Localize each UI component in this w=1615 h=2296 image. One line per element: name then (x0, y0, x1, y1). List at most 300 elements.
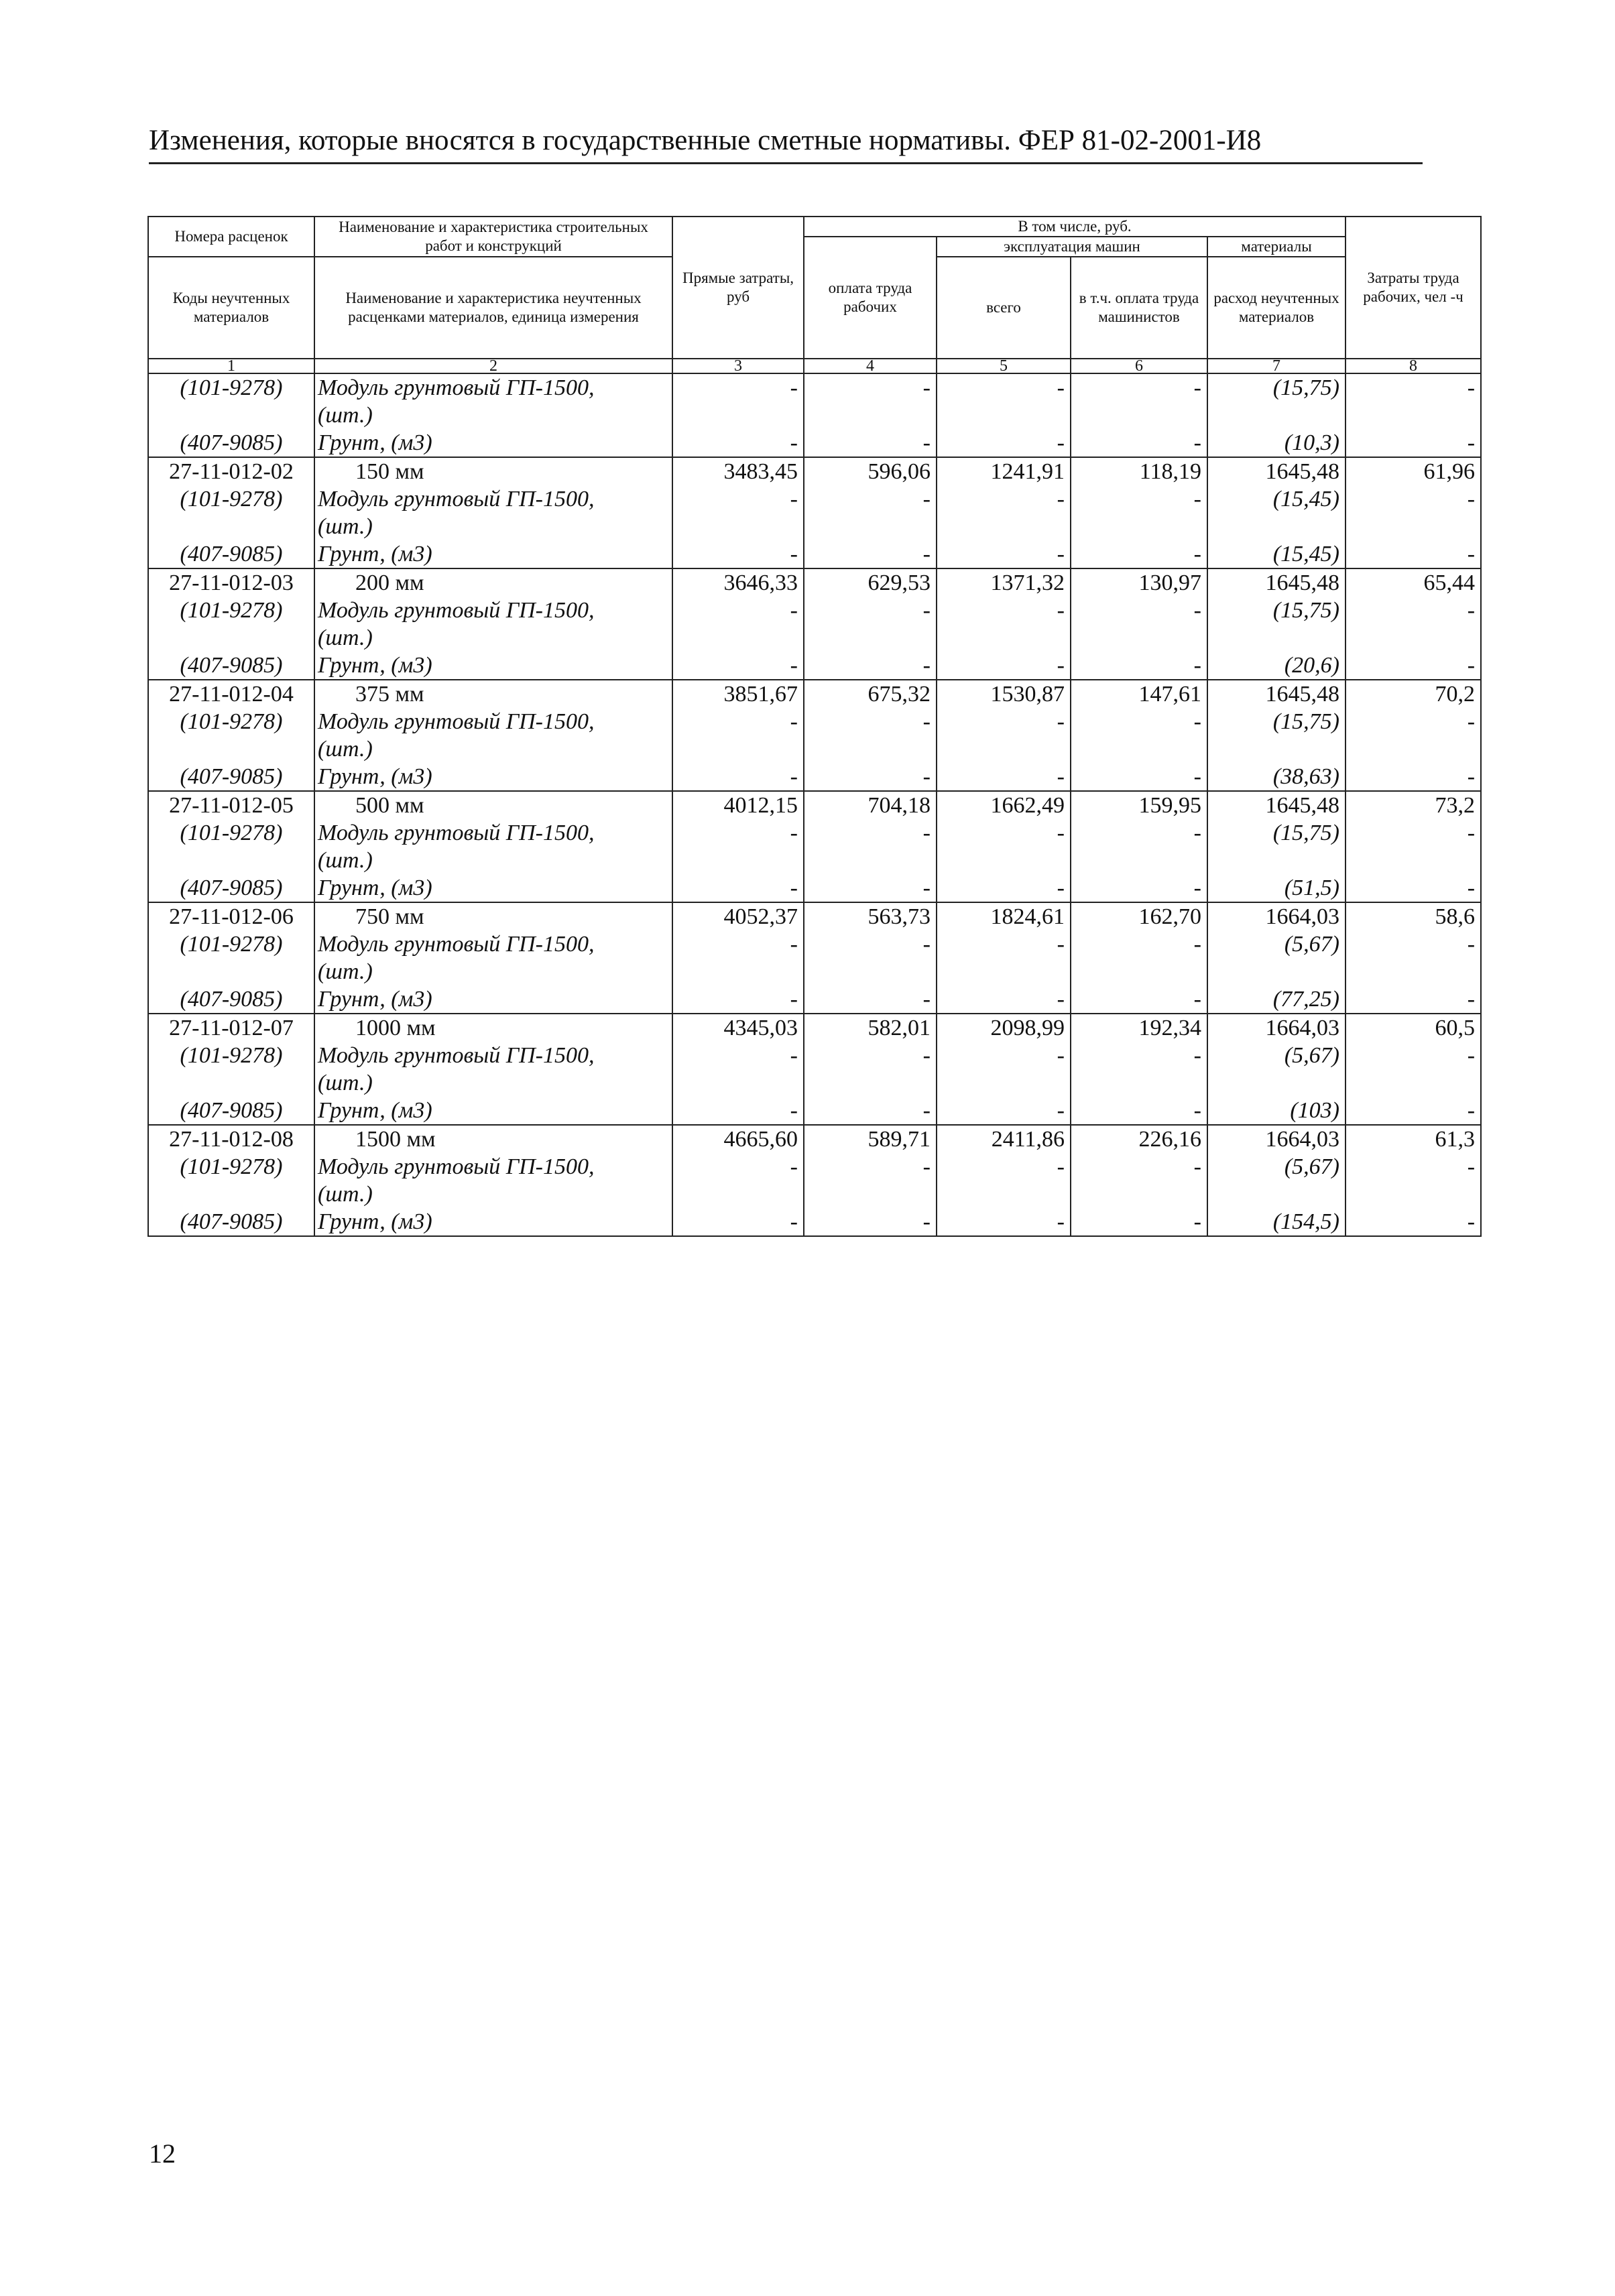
header-rate-numbers: Номера расценок (148, 217, 314, 257)
operator-wages-cell: - (1071, 874, 1207, 902)
direct-costs-cell (672, 402, 804, 429)
material-consumption-cell: 1664,03 (1207, 1125, 1345, 1153)
name-cell: Грунт, (м3) (314, 652, 672, 680)
operator-wages-cell: 130,97 (1071, 568, 1207, 597)
operator-wages-cell (1071, 624, 1207, 652)
continuation-row (148, 735, 1481, 763)
labor-costs-cell: - (1345, 1208, 1481, 1236)
rate-code-cell: (407-9085) (148, 429, 314, 457)
wages-cell: - (804, 597, 937, 624)
direct-costs-cell (672, 735, 804, 763)
name-cell: Грунт, (м3) (314, 1208, 672, 1236)
rate-code-cell: (407-9085) (148, 874, 314, 902)
wages-cell: - (804, 819, 937, 847)
material-consumption-cell: 1664,03 (1207, 1014, 1345, 1042)
rates-table (147, 216, 1482, 1237)
rate-code-cell: 27-11-012-04 (148, 680, 314, 708)
wages-cell: - (804, 985, 937, 1014)
rate-code-cell: (101-9278) (148, 1042, 314, 1069)
material-consumption-cell: (15,75) (1207, 597, 1345, 624)
wages-cell: - (804, 485, 937, 513)
operator-wages-cell: - (1071, 485, 1207, 513)
column-number: 1 (148, 359, 314, 373)
rate-code-cell: (101-9278) (148, 597, 314, 624)
direct-costs-cell: 3851,67 (672, 680, 804, 708)
header-direct-costs: Прямые затраты, руб (672, 217, 804, 359)
material-row (148, 373, 1481, 402)
labor-costs-cell (1345, 1069, 1481, 1097)
machine-total-cell: - (937, 373, 1071, 402)
operator-wages-cell: - (1071, 930, 1207, 958)
rate-code-cell: (407-9085) (148, 1208, 314, 1236)
header-materials: материалы (1207, 237, 1345, 257)
direct-costs-cell (672, 624, 804, 652)
wages-cell: - (804, 1097, 937, 1125)
name-cell: 500 мм (314, 791, 672, 819)
material-consumption-cell: (51,5) (1207, 874, 1345, 902)
operator-wages-cell: - (1071, 1097, 1207, 1125)
operator-wages-cell: - (1071, 429, 1207, 457)
material-consumption-cell: 1664,03 (1207, 902, 1345, 930)
material-consumption-cell (1207, 402, 1345, 429)
rate-code-cell (148, 1069, 314, 1097)
name-cell: Модуль грунтовый ГП-1500, (314, 819, 672, 847)
direct-costs-cell (672, 958, 804, 985)
name-cell: (шт.) (314, 847, 672, 874)
machine-total-cell: - (937, 540, 1071, 568)
name-cell: 750 мм (314, 902, 672, 930)
material-row (148, 819, 1481, 847)
wages-cell (804, 1181, 937, 1208)
wages-cell: - (804, 1208, 937, 1236)
header-machine-total: всего (937, 257, 1071, 359)
operator-wages-cell: 162,70 (1071, 902, 1207, 930)
operator-wages-cell (1071, 847, 1207, 874)
continuation-row (148, 958, 1481, 985)
labor-costs-cell: - (1345, 708, 1481, 735)
rate-code-cell: 27-11-012-07 (148, 1014, 314, 1042)
operator-wages-cell (1071, 958, 1207, 985)
page-number: 12 (149, 2138, 176, 2169)
direct-costs-cell: - (672, 597, 804, 624)
wages-cell (804, 847, 937, 874)
rate-code-cell: 27-11-012-05 (148, 791, 314, 819)
labor-costs-cell: - (1345, 485, 1481, 513)
wages-cell: 629,53 (804, 568, 937, 597)
direct-costs-cell: 4012,15 (672, 791, 804, 819)
machine-total-cell: 1824,61 (937, 902, 1071, 930)
machine-total-cell (937, 1069, 1071, 1097)
column-number: 5 (937, 359, 1071, 373)
wages-cell: - (804, 373, 937, 402)
name-cell: (шт.) (314, 624, 672, 652)
material-consumption-cell: (5,67) (1207, 930, 1345, 958)
labor-costs-cell: 61,3 (1345, 1125, 1481, 1153)
machine-total-cell: - (937, 819, 1071, 847)
labor-costs-cell (1345, 1181, 1481, 1208)
machine-total-cell: 1530,87 (937, 680, 1071, 708)
wages-cell: - (804, 763, 937, 791)
name-cell: 1000 мм (314, 1014, 672, 1042)
wages-cell: - (804, 1153, 937, 1181)
name-cell: 1500 мм (314, 1125, 672, 1153)
material-row (148, 1097, 1481, 1125)
machine-total-cell: - (937, 485, 1071, 513)
operator-wages-cell (1071, 1069, 1207, 1097)
direct-costs-cell: 4665,60 (672, 1125, 804, 1153)
operator-wages-cell: - (1071, 1208, 1207, 1236)
name-cell: (шт.) (314, 958, 672, 985)
direct-costs-cell: 4052,37 (672, 902, 804, 930)
material-consumption-cell: (15,75) (1207, 373, 1345, 402)
wages-cell: 582,01 (804, 1014, 937, 1042)
rate-code-cell: 27-11-012-06 (148, 902, 314, 930)
wages-cell: - (804, 652, 937, 680)
labor-costs-cell: - (1345, 652, 1481, 680)
material-consumption-cell: (77,25) (1207, 985, 1345, 1014)
machine-total-cell (937, 402, 1071, 429)
direct-costs-cell: - (672, 819, 804, 847)
name-cell: Модуль грунтовый ГП-1500, (314, 485, 672, 513)
material-consumption-cell: 1645,48 (1207, 457, 1345, 485)
machine-total-cell (937, 1181, 1071, 1208)
direct-costs-cell: 3646,33 (672, 568, 804, 597)
direct-costs-cell: - (672, 373, 804, 402)
material-consumption-cell: 1645,48 (1207, 568, 1345, 597)
labor-costs-cell: - (1345, 819, 1481, 847)
direct-costs-cell: - (672, 652, 804, 680)
machine-total-cell: - (937, 930, 1071, 958)
direct-costs-cell: - (672, 930, 804, 958)
direct-costs-cell: 3483,45 (672, 457, 804, 485)
rate-code-cell: (407-9085) (148, 985, 314, 1014)
operator-wages-cell: 192,34 (1071, 1014, 1207, 1042)
rate-row (148, 1125, 1481, 1153)
operator-wages-cell: - (1071, 373, 1207, 402)
machine-total-cell: - (937, 1208, 1071, 1236)
name-cell: Модуль грунтовый ГП-1500, (314, 373, 672, 402)
rate-row (148, 791, 1481, 819)
rate-code-cell (148, 1181, 314, 1208)
material-consumption-cell (1207, 1181, 1345, 1208)
machine-total-cell: - (937, 985, 1071, 1014)
direct-costs-cell: - (672, 1042, 804, 1069)
labor-costs-cell: 58,6 (1345, 902, 1481, 930)
material-consumption-cell (1207, 624, 1345, 652)
rate-code-cell: (407-9085) (148, 540, 314, 568)
continuation-row (148, 513, 1481, 540)
operator-wages-cell: - (1071, 763, 1207, 791)
material-row (148, 930, 1481, 958)
name-cell: 150 мм (314, 457, 672, 485)
machine-total-cell: - (937, 1153, 1071, 1181)
header-material-name: Наименование и характеристика неучтенных расценками материалов, единица измерения (314, 257, 672, 359)
machine-total-cell (937, 847, 1071, 874)
material-row (148, 1042, 1481, 1069)
labor-costs-cell: - (1345, 763, 1481, 791)
column-number: 7 (1207, 359, 1345, 373)
labor-costs-cell (1345, 402, 1481, 429)
labor-costs-cell (1345, 513, 1481, 540)
rate-code-cell (148, 847, 314, 874)
direct-costs-cell: - (672, 1153, 804, 1181)
rate-code-cell (148, 402, 314, 429)
operator-wages-cell (1071, 1181, 1207, 1208)
machine-total-cell: - (937, 708, 1071, 735)
wages-cell (804, 1069, 937, 1097)
operator-wages-cell: 147,61 (1071, 680, 1207, 708)
name-cell: Модуль грунтовый ГП-1500, (314, 597, 672, 624)
machine-total-cell: 1662,49 (937, 791, 1071, 819)
machine-total-cell: - (937, 763, 1071, 791)
name-cell: Грунт, (м3) (314, 874, 672, 902)
machine-total-cell: - (937, 429, 1071, 457)
labor-costs-cell (1345, 624, 1481, 652)
wages-cell: - (804, 708, 937, 735)
header-operator-wages: в т.ч. оплата труда машинистов (1071, 257, 1207, 359)
material-consumption-cell (1207, 735, 1345, 763)
material-consumption-cell: (5,67) (1207, 1153, 1345, 1181)
rate-code-cell: (407-9085) (148, 652, 314, 680)
column-number: 4 (804, 359, 937, 373)
material-consumption-cell: (20,6) (1207, 652, 1345, 680)
wages-cell: - (804, 930, 937, 958)
machine-total-cell: - (937, 1097, 1071, 1125)
direct-costs-cell: - (672, 708, 804, 735)
rate-code-cell: 27-11-012-08 (148, 1125, 314, 1153)
table-body (148, 373, 1481, 1236)
material-row (148, 1153, 1481, 1181)
direct-costs-cell: - (672, 429, 804, 457)
operator-wages-cell: - (1071, 540, 1207, 568)
name-cell: (шт.) (314, 402, 672, 429)
operator-wages-cell (1071, 513, 1207, 540)
machine-total-cell (937, 735, 1071, 763)
direct-costs-cell: - (672, 540, 804, 568)
material-consumption-cell: (10,3) (1207, 429, 1345, 457)
material-row (148, 874, 1481, 902)
labor-costs-cell: - (1345, 1097, 1481, 1125)
wages-cell: - (804, 1042, 937, 1069)
name-cell: (шт.) (314, 735, 672, 763)
rate-code-cell: (101-9278) (148, 485, 314, 513)
operator-wages-cell: 118,19 (1071, 457, 1207, 485)
direct-costs-cell: - (672, 1208, 804, 1236)
name-cell: Модуль грунтовый ГП-1500, (314, 1042, 672, 1069)
name-cell: Модуль грунтовый ГП-1500, (314, 1153, 672, 1181)
labor-costs-cell: 70,2 (1345, 680, 1481, 708)
operator-wages-cell: - (1071, 708, 1207, 735)
column-number: 8 (1345, 359, 1481, 373)
name-cell: Грунт, (м3) (314, 763, 672, 791)
labor-costs-cell: - (1345, 429, 1481, 457)
continuation-row (148, 624, 1481, 652)
labor-costs-cell: - (1345, 930, 1481, 958)
material-consumption-cell: (103) (1207, 1097, 1345, 1125)
machine-total-cell: 1371,32 (937, 568, 1071, 597)
labor-costs-cell: - (1345, 874, 1481, 902)
material-consumption-cell (1207, 513, 1345, 540)
rate-row (148, 1014, 1481, 1042)
name-cell: Грунт, (м3) (314, 985, 672, 1014)
rate-code-cell: (101-9278) (148, 819, 314, 847)
material-row (148, 429, 1481, 457)
column-number: 3 (672, 359, 804, 373)
labor-costs-cell: 61,96 (1345, 457, 1481, 485)
direct-costs-cell: 4345,03 (672, 1014, 804, 1042)
material-consumption-cell: 1645,48 (1207, 791, 1345, 819)
column-number: 6 (1071, 359, 1207, 373)
labor-costs-cell: - (1345, 540, 1481, 568)
name-cell: 375 мм (314, 680, 672, 708)
machine-total-cell: 1241,91 (937, 457, 1071, 485)
name-cell: Грунт, (м3) (314, 540, 672, 568)
name-cell: Модуль грунтовый ГП-1500, (314, 930, 672, 958)
name-cell: (шт.) (314, 1181, 672, 1208)
labor-costs-cell: 65,44 (1345, 568, 1481, 597)
direct-costs-cell: - (672, 1097, 804, 1125)
name-cell: 200 мм (314, 568, 672, 597)
wages-cell: 675,32 (804, 680, 937, 708)
labor-costs-cell (1345, 847, 1481, 874)
material-consumption-cell: (15,75) (1207, 819, 1345, 847)
direct-costs-cell: - (672, 763, 804, 791)
continuation-row (148, 1069, 1481, 1097)
machine-total-cell: 2411,86 (937, 1125, 1071, 1153)
material-consumption-cell (1207, 958, 1345, 985)
rate-code-cell: (407-9085) (148, 763, 314, 791)
rate-row (148, 568, 1481, 597)
rate-code-cell (148, 958, 314, 985)
wages-cell: 589,71 (804, 1125, 937, 1153)
labor-costs-cell (1345, 735, 1481, 763)
header-material-codes: Коды неучтенных материалов (148, 257, 314, 359)
wages-cell: - (804, 874, 937, 902)
labor-costs-cell: 73,2 (1345, 791, 1481, 819)
material-row (148, 652, 1481, 680)
material-consumption-cell: (15,75) (1207, 708, 1345, 735)
material-consumption-cell: (38,63) (1207, 763, 1345, 791)
material-row (148, 597, 1481, 624)
direct-costs-cell: - (672, 485, 804, 513)
material-consumption-cell: (15,45) (1207, 540, 1345, 568)
wages-cell: 596,06 (804, 457, 937, 485)
rate-code-cell: (101-9278) (148, 373, 314, 402)
material-row (148, 985, 1481, 1014)
machine-total-cell (937, 624, 1071, 652)
machine-total-cell: 2098,99 (937, 1014, 1071, 1042)
operator-wages-cell: - (1071, 819, 1207, 847)
operator-wages-cell: 226,16 (1071, 1125, 1207, 1153)
rate-code-cell: 27-11-012-02 (148, 457, 314, 485)
name-cell: (шт.) (314, 1069, 672, 1097)
operator-wages-cell (1071, 735, 1207, 763)
column-number: 2 (314, 359, 672, 373)
rate-code-cell: (101-9278) (148, 930, 314, 958)
material-row (148, 708, 1481, 735)
labor-costs-cell: - (1345, 985, 1481, 1014)
name-cell: Грунт, (м3) (314, 429, 672, 457)
operator-wages-cell (1071, 402, 1207, 429)
operator-wages-cell: - (1071, 1153, 1207, 1181)
material-consumption-cell: (5,67) (1207, 1042, 1345, 1069)
operator-wages-cell: - (1071, 597, 1207, 624)
direct-costs-cell (672, 1181, 804, 1208)
rate-code-cell (148, 513, 314, 540)
operator-wages-cell: - (1071, 652, 1207, 680)
rate-code-cell (148, 624, 314, 652)
continuation-row (148, 847, 1481, 874)
header-work-name: Наименование и характеристика строительных работ и конструкций (314, 217, 672, 257)
name-cell: Модуль грунтовый ГП-1500, (314, 708, 672, 735)
continuation-row (148, 402, 1481, 429)
wages-cell: 704,18 (804, 791, 937, 819)
labor-costs-cell (1345, 958, 1481, 985)
wages-cell (804, 402, 937, 429)
rate-code-cell: (101-9278) (148, 708, 314, 735)
wages-cell (804, 735, 937, 763)
rate-row (148, 457, 1481, 485)
wages-cell: - (804, 429, 937, 457)
operator-wages-cell: - (1071, 1042, 1207, 1069)
machine-total-cell: - (937, 652, 1071, 680)
header-including-group: В том числе, руб. (804, 217, 1345, 237)
labor-costs-cell: - (1345, 1042, 1481, 1069)
wages-cell (804, 958, 937, 985)
name-cell: (шт.) (314, 513, 672, 540)
header-wages: оплата труда рабочих (804, 237, 937, 359)
wages-cell: - (804, 540, 937, 568)
rate-code-cell: (101-9278) (148, 1153, 314, 1181)
machine-total-cell: - (937, 874, 1071, 902)
direct-costs-cell: - (672, 985, 804, 1014)
material-consumption-cell: (154,5) (1207, 1208, 1345, 1236)
direct-costs-cell: - (672, 874, 804, 902)
labor-costs-cell: - (1345, 597, 1481, 624)
material-consumption-cell (1207, 847, 1345, 874)
material-row (148, 540, 1481, 568)
rate-code-cell (148, 735, 314, 763)
header-material-consumption: расход неучтенных материалов (1207, 257, 1345, 359)
continuation-row (148, 1181, 1481, 1208)
header-column-numbers (148, 359, 1481, 373)
labor-costs-cell: - (1345, 373, 1481, 402)
machine-total-cell: - (937, 1042, 1071, 1069)
direct-costs-cell (672, 1069, 804, 1097)
machine-total-cell (937, 513, 1071, 540)
material-row (148, 763, 1481, 791)
table-header (148, 217, 1481, 373)
labor-costs-cell: 60,5 (1345, 1014, 1481, 1042)
machine-total-cell (937, 958, 1071, 985)
rate-code-cell: (407-9085) (148, 1097, 314, 1125)
wages-cell (804, 513, 937, 540)
labor-costs-cell: - (1345, 1153, 1481, 1181)
material-consumption-cell (1207, 1069, 1345, 1097)
rate-row (148, 680, 1481, 708)
direct-costs-cell (672, 847, 804, 874)
material-consumption-cell: 1645,48 (1207, 680, 1345, 708)
wages-cell: 563,73 (804, 902, 937, 930)
wages-cell (804, 624, 937, 652)
machine-total-cell: - (937, 597, 1071, 624)
rate-row (148, 902, 1481, 930)
material-row (148, 1208, 1481, 1236)
direct-costs-cell (672, 513, 804, 540)
document-header: Изменения, которые вносятся в государственные сметные нормативы. ФЕР 81-02-2001-И8 (149, 121, 1423, 164)
name-cell: Грунт, (м3) (314, 1097, 672, 1125)
material-row (148, 485, 1481, 513)
